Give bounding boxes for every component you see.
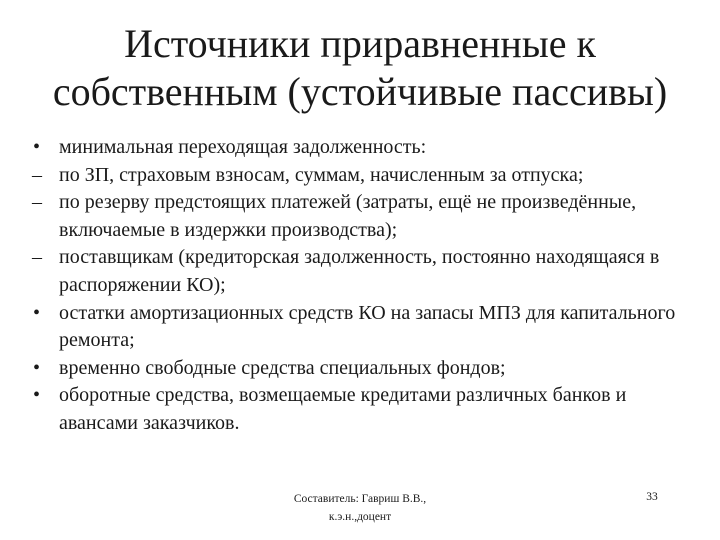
slide-footer <box>250 490 470 526</box>
list-item-text: оборотные средства, возмещаемые кредитами различных банков и авансами заказчиков. <box>59 384 627 434</box>
list-item-text: поставщикам (кредиторская задолженность, постоянно находящаяся в распоряжении КО); <box>59 246 660 296</box>
list-item <box>32 355 698 383</box>
dash-marker: – <box>32 163 42 186</box>
list-item <box>32 162 698 190</box>
list-item <box>32 189 698 244</box>
bullet-list <box>32 134 698 438</box>
bullet-marker: • <box>33 136 41 158</box>
list-item-text: остатки амортизационных средств КО на запасы МПЗ для капитального ремонта; <box>59 301 676 352</box>
list-item-text: по резерву предстоящих платежей (затраты, ещё не произведённые, включаемые в издержки производства); <box>59 191 637 241</box>
slide-title-line-1: Источники приравненные к <box>124 21 596 66</box>
page-number: 33 <box>646 491 658 503</box>
bullet-marker: • <box>33 301 41 324</box>
slide-title-line-2: собственным (устойчивые пассивы) <box>52 69 668 114</box>
list-item <box>32 244 698 299</box>
list-item-text: минимальная переходящая задолженность: <box>59 136 427 158</box>
dash-marker: – <box>32 246 42 269</box>
slide-title <box>20 20 700 116</box>
dash-marker: – <box>32 191 42 214</box>
bullet-marker: • <box>33 384 41 407</box>
footer-author: Составитель: Гавриш В.В., <box>293 493 427 505</box>
list-item <box>32 382 698 437</box>
bullet-marker: • <box>33 356 41 379</box>
list-item-text: по ЗП, страховым взносам, суммам, начисленным за отпуска; <box>59 163 584 186</box>
list-item <box>32 300 698 355</box>
list-item-text: временно свободные средства специальных фондов; <box>59 356 506 379</box>
list-item <box>32 134 698 162</box>
footer-degree: к.э.н.,доцент <box>328 511 392 523</box>
